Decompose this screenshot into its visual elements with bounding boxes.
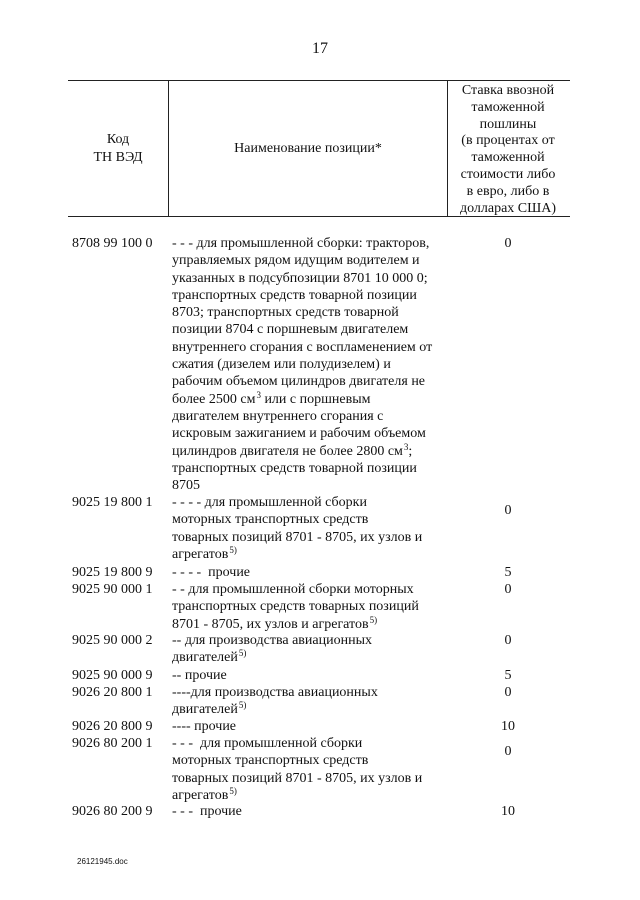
desc-line <box>172 546 452 563</box>
row-description <box>172 581 452 633</box>
row-code: 9025 90 000 1 <box>72 582 153 597</box>
footnote-ref: 5) <box>229 544 237 555</box>
row-rate: 0 <box>504 685 512 700</box>
row-code: 8708 99 100 0 <box>72 236 153 251</box>
desc-line <box>172 443 452 460</box>
header-rate-line: (в процентах от <box>461 133 555 149</box>
row-code: 9025 90 000 9 <box>72 668 153 683</box>
row-description <box>172 718 452 735</box>
desc-line: -- для производства авиационных <box>172 633 372 648</box>
desc-line: транспортных средств товарной позиции <box>172 287 417 303</box>
desc-text: ; <box>408 443 413 459</box>
desc-line: ---- прочие <box>172 719 237 734</box>
header-name: Наименование позиции* <box>168 81 448 216</box>
header-code-line: Код <box>106 131 130 147</box>
superscript: 3 <box>256 389 261 400</box>
desc-text: 8701 - 8705, их узлов и агрегатов <box>172 616 369 632</box>
desc-line: -- прочие <box>172 668 227 683</box>
row-description <box>172 667 452 684</box>
desc-line: 8705 <box>172 478 200 494</box>
header-code <box>68 81 168 216</box>
desc-line: - - для промышленной сборки моторных <box>172 582 414 597</box>
footnote-ref: 5) <box>369 614 378 625</box>
desc-line: рабочим объемом цилиндров двигателя не <box>172 374 426 390</box>
desc-line <box>172 616 452 633</box>
desc-text: более 2500 см <box>172 391 256 407</box>
row-description <box>172 735 452 804</box>
footer-filename: 26121945.doc <box>77 857 128 866</box>
desc-line: транспортных средств товарных позиций <box>172 599 419 615</box>
desc-line <box>172 787 452 804</box>
row-rate: 0 <box>504 744 512 759</box>
header-rate-line: таможенной <box>471 99 545 115</box>
desc-text: агрегатов <box>172 546 229 562</box>
desc-line <box>172 391 452 408</box>
page-number: 17 <box>312 40 328 57</box>
header-rate <box>446 83 570 217</box>
header-rate-line: пошлины <box>479 116 537 132</box>
row-rate: 0 <box>504 503 512 518</box>
row-rate: 5 <box>504 668 512 683</box>
table-header <box>68 80 570 217</box>
header-code-line: ТН ВЭД <box>93 149 143 165</box>
row-code: 9025 19 800 1 <box>72 495 153 510</box>
desc-text: цилиндров двигателя не более 2800 см <box>172 443 403 459</box>
desc-line: товарных позиций 8701 - 8705, их узлов и <box>172 529 423 545</box>
row-rate: 0 <box>504 633 512 648</box>
desc-line: внутреннего сгорания с воспламенением от <box>172 339 433 355</box>
desc-line: искровым зажиганием и рабочим объемом <box>172 426 426 442</box>
row-rate: 10 <box>501 804 515 819</box>
desc-line: - - - - прочие <box>172 565 251 580</box>
desc-line: - - - для промышленной сборки: тракторов, <box>172 236 430 251</box>
row-rate: 10 <box>501 719 515 734</box>
row-description <box>172 684 452 719</box>
desc-text: двигателей <box>172 702 238 718</box>
row-description <box>172 235 452 494</box>
header-rate-line: таможенной <box>471 150 545 166</box>
superscript: 3 <box>403 441 409 452</box>
desc-line: моторных транспортных средств <box>172 753 369 769</box>
desc-line: - - - - для промышленной сборки <box>172 495 367 510</box>
desc-line: - - - прочие <box>172 804 242 819</box>
row-rate: 0 <box>504 236 512 251</box>
row-description <box>172 564 452 581</box>
row-description <box>172 632 452 667</box>
desc-line: позиции 8704 с поршневым двигателем <box>172 322 409 338</box>
footnote-ref: 5) <box>238 648 247 659</box>
desc-line <box>172 649 452 666</box>
desc-line: моторных транспортных средств <box>172 512 369 528</box>
row-rate: 0 <box>504 582 512 597</box>
header-rate-line: Ставка ввозной <box>461 83 555 98</box>
desc-line: указанных в подсубпозиции 8701 10 000 0; <box>172 270 428 286</box>
desc-text: агрегатов <box>172 787 229 803</box>
row-code: 9026 80 200 9 <box>72 804 153 819</box>
desc-line: управляемых рядом идущим водителем и <box>172 253 420 269</box>
row-description <box>172 494 452 563</box>
desc-line: сжатия (дизелем или полудизелем) и <box>172 357 391 373</box>
desc-text: двигателей <box>172 650 238 666</box>
desc-line: 8703; транспортных средств товарной <box>172 305 399 321</box>
footnote-ref: 5) <box>238 700 247 711</box>
footnote-ref: 5) <box>229 785 237 796</box>
desc-line: ----для производства авиационных <box>172 685 378 700</box>
row-code: 9025 90 000 2 <box>72 633 153 648</box>
row-code: 9025 19 800 9 <box>72 565 153 580</box>
row-code: 9026 80 200 1 <box>72 736 153 751</box>
header-rate-line: в евро, либо в <box>466 183 550 199</box>
row-rate: 5 <box>504 565 512 580</box>
desc-line <box>172 701 452 718</box>
row-code: 9026 20 800 9 <box>72 719 153 734</box>
desc-line: - - - для промышленной сборки <box>172 736 363 751</box>
header-rate-line: стоимости либо <box>460 166 556 182</box>
desc-line: товарных позиций 8701 - 8705, их узлов и <box>172 770 423 786</box>
header-rate-line: долларах США) <box>459 200 557 216</box>
desc-line: транспортных средств товарной позиции <box>172 460 417 476</box>
desc-text: или с поршневым <box>260 391 371 407</box>
row-code: 9026 20 800 1 <box>72 685 153 700</box>
desc-line: двигателем внутреннего сгорания с <box>172 408 384 424</box>
row-description <box>172 803 452 820</box>
